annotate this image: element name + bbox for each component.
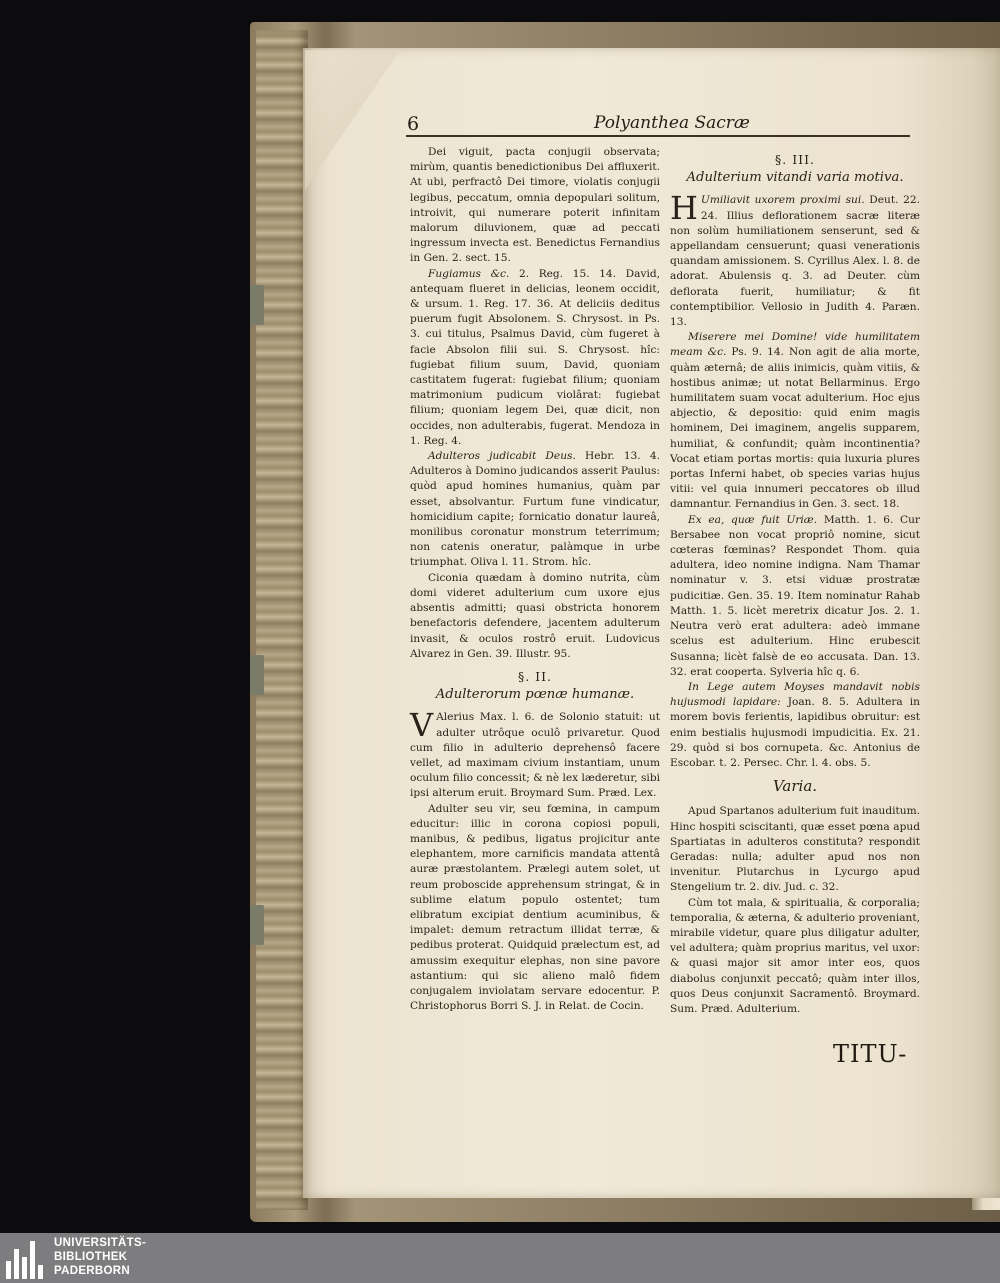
text-column-left [410,145,660,1014]
library-name-line: UNIVERSITÄTS- [54,1237,147,1249]
paragraph-text: Ps. 9. 14. Non agit de alia morte, quàm æternâ; de aliis inimicis, quàm vitiis, & hostibus animæ; ut notat Bellarminus. Ergo humilitatem suam vocat adulterium. Hoc ejus abjectio, & depositio: quid enim magis hominem, Dei imaginem, angelis supparem, humiliat, & confundit; quàm incontinentia? Vocat etiam portas mortis: quia luxuria plures portas Inferni habet, ob species varias hujus vitii: vel quia innumeri peccatores ob illud damnantur. Fernandius in Gen. 3. sect. 18. [670,346,920,511]
paragraph-text: 2. Reg. 15. 14. David, antequam flueret in delicias, leonem occidit, & ursum. 1. Reg. 17. 36. At deliciis deditus puerum fugit Absolonem. S. Chrysost. in Ps. 3. cui titulus, Psalmus David, cùm fugeret à facie Absolon filii sui. S. Chrysost. hîc: fugiebat filium suum, David, quoniam castitatem fugerat: fugiebat filium; quoniam matrimonium pudicum violârat: fugiebat filium; quoniam legem Dei, quæ dicit, non occides, non adulterabis, fugerat. Mendoza in 1. Reg. 4. [410,267,660,447]
scripture-lemma: Miserere mei Domine! vide humilitatem meam &c. [670,331,920,359]
section-title: Adulterium vitandi varia motiva. [686,170,904,186]
library-footer [0,1233,1000,1283]
section-number: §. II. [517,668,553,684]
paragraph [410,145,660,267]
catchword: TITU- [833,1040,908,1068]
text-column-right [670,145,920,1017]
paragraph [410,449,660,571]
paragraph [670,189,920,330]
header-rule [406,135,910,137]
paragraph [410,571,660,662]
paragraph [670,680,920,771]
paragraph-text: Apud Spartanos adulterium fuit inauditum. Hinc hospiti sciscitanti, quæ esset pœna apud Spartiatas in adulteros constituta? respondit Geradas: nulla; adulter apud nos non invenitur. Plutarchus in Lycurgo apud Stengelium tr. 2. div. Jud. c. 32. [670,805,920,894]
scripture-lemma: Umiliavit uxorem proximi sui. [700,194,865,207]
library-logo-icon [6,1237,50,1279]
paragraph-text: Deut. 22. 24. Illius deflorationem sacræ literæ non solùm humiliationem senserunt, sed & appellandam censuerunt; quasi venerationis quandam amissionem. S. Cyrillus Alex. l. 8. de adorat. Abulensis q. 3. ad Deuter. cùm deflorata fuerit, humiliatur; & fit contemptibilior. Vellosio in Judith 4. Paræn. 13. [670,194,920,329]
scripture-lemma: Ex ea, quæ fuit Uriæ. [688,513,818,526]
library-name-line: PADERBORN [54,1265,130,1277]
paragraph [670,513,920,680]
section-heading-varia: Varia. [772,777,818,796]
hinge-clasp [250,905,264,945]
paragraph [670,804,920,895]
section-title: Adulterorum pœnæ humanæ. [435,687,635,703]
paragraph [670,330,920,512]
page-number: 6 [407,113,420,135]
library-name-line: BIBLIOTHEK [54,1251,128,1263]
paragraph-text: Dei viguit, pacta conjugii observata; mirùm, quantis benedictionibus Dei affluxerit. At ubi, perfractô Dei timore, violatis conjugii legibus, peccatum, omnia depopulari solitum, introivit, qui numerare poterit infinitam malorum diluvionem, quæ ad peccati ingressum invecta est. Benedictus Fernandius in Gen. 2. sect. 15. [410,146,660,265]
paragraph-text: Adulter seu vir, seu fœmina, in campum educitur: illic in corona copiosi populi, manibus, & pedibus, ligatus projicitur ante elephantem, more carnificis mandata attentâ auræ præstolantem. Prælegi autem solet, ut reum proboscide apprehensum stringat, & in sublime elatum populo ostentet; tum elibratum excipiat dentium acuminibus, & impalet: demum retractum illidat terræ, & pedibus proterat. Quidquid prælectum est, ad amussim exequitur elephas, non sine pavore astantium: qui sic alieno malô fidem conjugalem inviolatam servare edocentur. P. Christophorus Borri S. J. in Relat. de Cocin. [410,802,660,1013]
scripture-lemma: In Lege autem Moyses mandavit nobis hujusmodi lapidare: [670,680,920,709]
running-title: Polyanthea Sacræ [594,113,750,133]
section-number: §. III. [775,152,815,167]
library-name [54,1236,254,1278]
scripture-lemma: Fugiamus &c. [428,267,510,280]
paragraph [410,706,660,801]
hinge-clasp [250,285,264,325]
hinge-clasp [250,655,264,695]
drop-capital: V [410,706,434,745]
drop-capital: H [670,189,698,228]
paragraph [410,267,660,449]
paragraph-text: Matth. 1. 6. Cur Bersabee non vocat propriô nomine, sicut cœteras fœminas? Respondet Thom. quia adultera, ideo nomine indigna. Nam Thamar nominatur v. 3. etsi viduæ prostratæ pudicitiæ. Gen. 35. 19. Item nominatur Rahab Matth. 1. 5. licèt meretrix dicatur Jos. 2. 1. Neutra verò erat adultera: adeò immane scelus est adulterium. Hinc erubescit Susanna; licèt falsè de eo accusata. Dan. 13. 32. erat cooperta. Sylveria hîc q. 6. [670,513,920,678]
paragraph-text: Hebr. 13. 4. Adulteros à Domino judicandos asserit Paulus: quòd apud homines humanius, quàm par esset, absolvantur. Furtum fune vindicatur, homicidium capite; fornicatio donatur laureâ, monilibus coronatur monstrum teterrimum; non catenis oneratur, palàmque in urbe triumphat. Oliva l. 11. Strom. hîc. [410,450,660,569]
paragraph-text: Cùm tot mala, & spiritualia, & corporalia; temporalia, & æterna, & adulterio proveniant, mirabile videtur, quare plus diligatur adulter, vel adultera; quàm proprius maritus, vel uxor: & quasi major sit amor inter eos, quos diabolus conjunxit peccatô; quàm inter illos, quos Deus conjunxit Sacramentô. Broymard. Sum. Præd. Adulterium. [670,896,920,1015]
book-spine-edge [256,30,308,1210]
scripture-lemma: Adulteros judicabit Deus. [428,450,576,463]
paragraph-text: Joan. 8. 5. Adultera in morem bovis ferientis, lapidibus obruitur: est enim bestialis hujusmodi impudicitia. Ex. 21. 29. quòd si bos cornupeta. &c. Antonius de Escobar. t. 2. Persec. Chr. l. 4. obs. 5. [670,696,920,769]
paragraph-text: Ciconia quædam à domino nutrita, cùm domi videret adulterium cum uxore ejus absentis admitti; quasi obstricta honorem benefactoris defendere, jacentem adulterum invasit, & oculos rostrô eruit. Ludovicus Alvarez in Gen. 39. Illustr. 95. [410,571,660,660]
paragraph [670,896,920,1018]
paragraph [410,802,660,1015]
paragraph-text: Alerius Max. l. 6. de Solonio statuit: ut adulter utrôque oculô privaretur. Quod cum filio in adulterio deprehensô facere vellet, ad maximam civium instantiam, unum oculum filio concessit; & nè lex læderetur, sibi ipsi alterum eruit. Broymard Sum. Præd. Lex. [410,711,660,800]
